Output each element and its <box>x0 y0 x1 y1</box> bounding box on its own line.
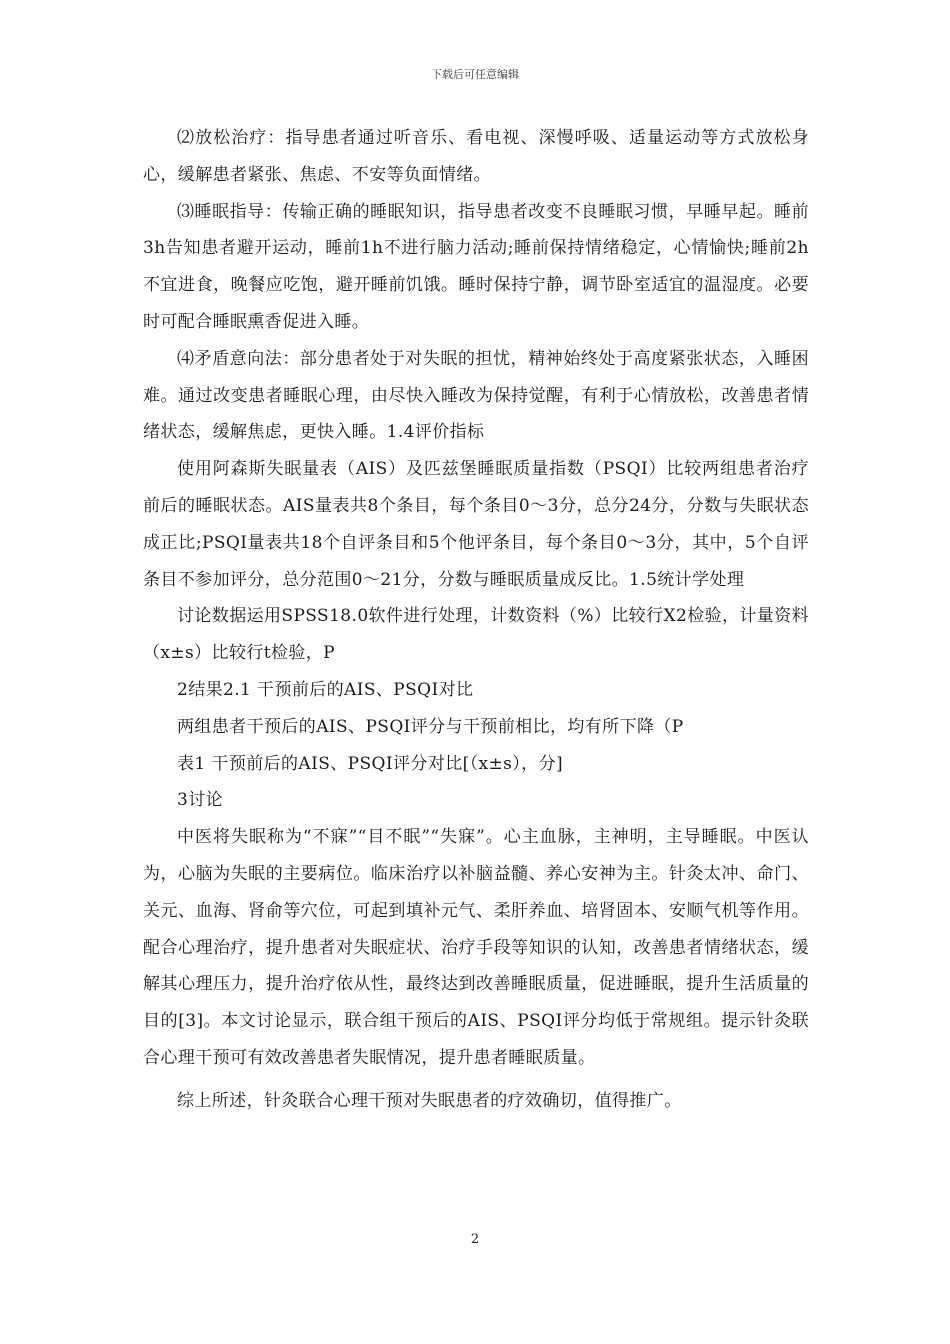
section-heading-discussion: 3讨论 <box>177 790 224 811</box>
paragraph-paradoxical-intention: ⑷矛盾意向法：部分患者处于对失眠的担忧，精神始终处于高度紧张状态，入睡困难。通过改变患者睡眠心理，由尽快入睡改为保持觉醒，有利于心情放松，改善患者情绪状态，缓解焦虑，更快入睡。1.4评价指标 <box>143 348 809 443</box>
paragraph-results-heading: 2结果2.1 干预前后的AIS、PSQI对比 <box>177 679 474 700</box>
paragraph-results: 两组患者干预后的AIS、PSQI评分与干预前相比，均有所下降（P <box>177 716 684 737</box>
paragraph-statistics: 讨论数据运用SPSS18.0软件进行处理，计数资料（%）比较行X2检验，计量资料（x±s）比较行t检验，P <box>143 606 809 664</box>
table-caption: 表1 干预前后的AIS、PSQI评分对比[（x±s），分] <box>177 753 564 774</box>
document-body <box>143 120 809 1120</box>
paragraph-relaxation-therapy: ⑵放松治疗：指导患者通过听音乐、看电视、深慢呼吸、适量运动等方式放松身心，缓解患者紧张、焦虑、不安等负面情绪。 <box>143 128 809 185</box>
page-header: 下载后可任意编辑 <box>431 68 519 81</box>
paragraph-sleep-guidance: ⑶睡眠指导：传输正确的睡眠知识，指导患者改变不良睡眠习惯，早睡早起。睡前3h告知患者避开运动，睡前1h不进行脑力活动;睡前保持情绪稳定，心情愉快;睡前2h不宜进食，晚餐应吃饱，避开睡前饥饿。睡时保持宁静，调节卧室适宜的温湿度。必要时可配合睡眠熏香促进入睡。 <box>143 201 809 332</box>
paragraph-evaluation-indicators: 使用阿森斯失眠量表（AIS）及匹兹堡睡眠质量指数（PSQI）比较两组患者治疗前后的睡眠状态。AIS量表共8个条目，每个条目0～3分，总分24分，分数与失眠状态成正比;PSQI量表共18个自评条目和5个他评条目，每个条目0～3分，其中，5个自评条目不参加评分，总分范围0～21分，分数与睡眠质量成反比。1.5统计学处理 <box>143 459 809 590</box>
page-number: 2 <box>470 1232 480 1247</box>
paragraph-conclusion: 综上所述，针灸联合心理干预对失眠患者的疗效确切，值得推广。 <box>177 1090 682 1111</box>
paragraph-discussion: 中医将失眠称为“不寐”“目不眠”“失寐”。心主血脉，主神明，主导睡眠。中医认为，心脑为失眠的主要病位。临床治疗以补脑益髓、养心安神为主。针灸太冲、命门、关元、血海、肾俞等穴位，可起到填补元气、柔肝养血、培肾固本、安顺气机等作用。配合心理治疗，提升患者对失眠症状、治疗手段等知识的认知，改善患者情绪状态，缓解其心理压力，提升治疗依从性，最终达到改善睡眠质量，促进睡眠，提升生活质量的目的[3]。本文讨论显示，联合组干预后的AIS、PSQI评分均低于常规组。提示针灸联合心理干预可有效改善患者失眠情况，提升患者睡眠质量。 <box>143 827 809 1068</box>
